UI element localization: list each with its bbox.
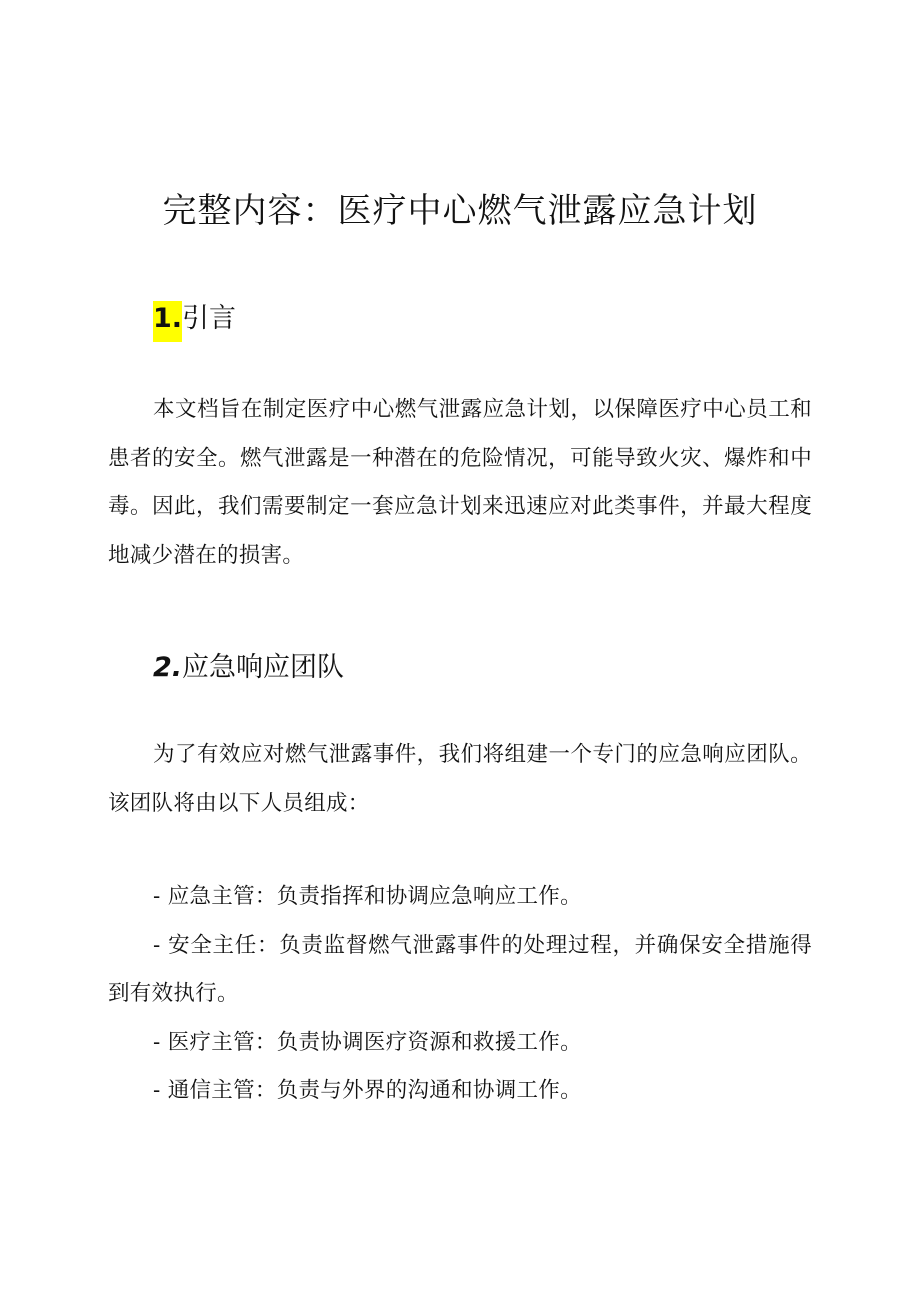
list-item: - 应急主管：负责指挥和协调应急响应工作。: [153, 884, 582, 909]
section-number-highlighted: 1.: [153, 301, 182, 342]
team-paragraph: 为了有效应对燃气泄露事件，我们将组建一个专门的应急响应团队。该团队将由以下人员组成：: [108, 742, 812, 816]
section-number: 2.: [153, 652, 183, 683]
list-item: - 医疗主管：负责协调医疗资源和救援工作。: [153, 1029, 582, 1055]
section-heading-text: 引言: [182, 303, 237, 334]
page-title: 完整内容：医疗中心燃气泄露应急计划: [162, 191, 758, 231]
intro-paragraph: 本文档旨在制定医疗中心燃气泄露应急计划，以保障医疗中心员工和患者的安全。燃气泄露是一种潜在的危险情况，可能导致火灾、爆炸和中毒。因此，我们需要制定一套应急计划来迅速应对此类事件，并最大程度地减少潜在的损害。: [108, 397, 812, 568]
list-item: - 通信主管：负责与外界的沟通和协调工作。: [153, 1078, 582, 1103]
section-heading-text: 应急响应团队: [182, 652, 345, 683]
section-heading-intro: [153, 296, 236, 335]
team-members-list: [108, 873, 812, 1116]
list-item: - 安全主任：负责监督燃气泄露事件的处理过程，并确保安全措施得到有效执行。: [108, 932, 812, 1006]
section-heading-response-team: [153, 645, 344, 684]
